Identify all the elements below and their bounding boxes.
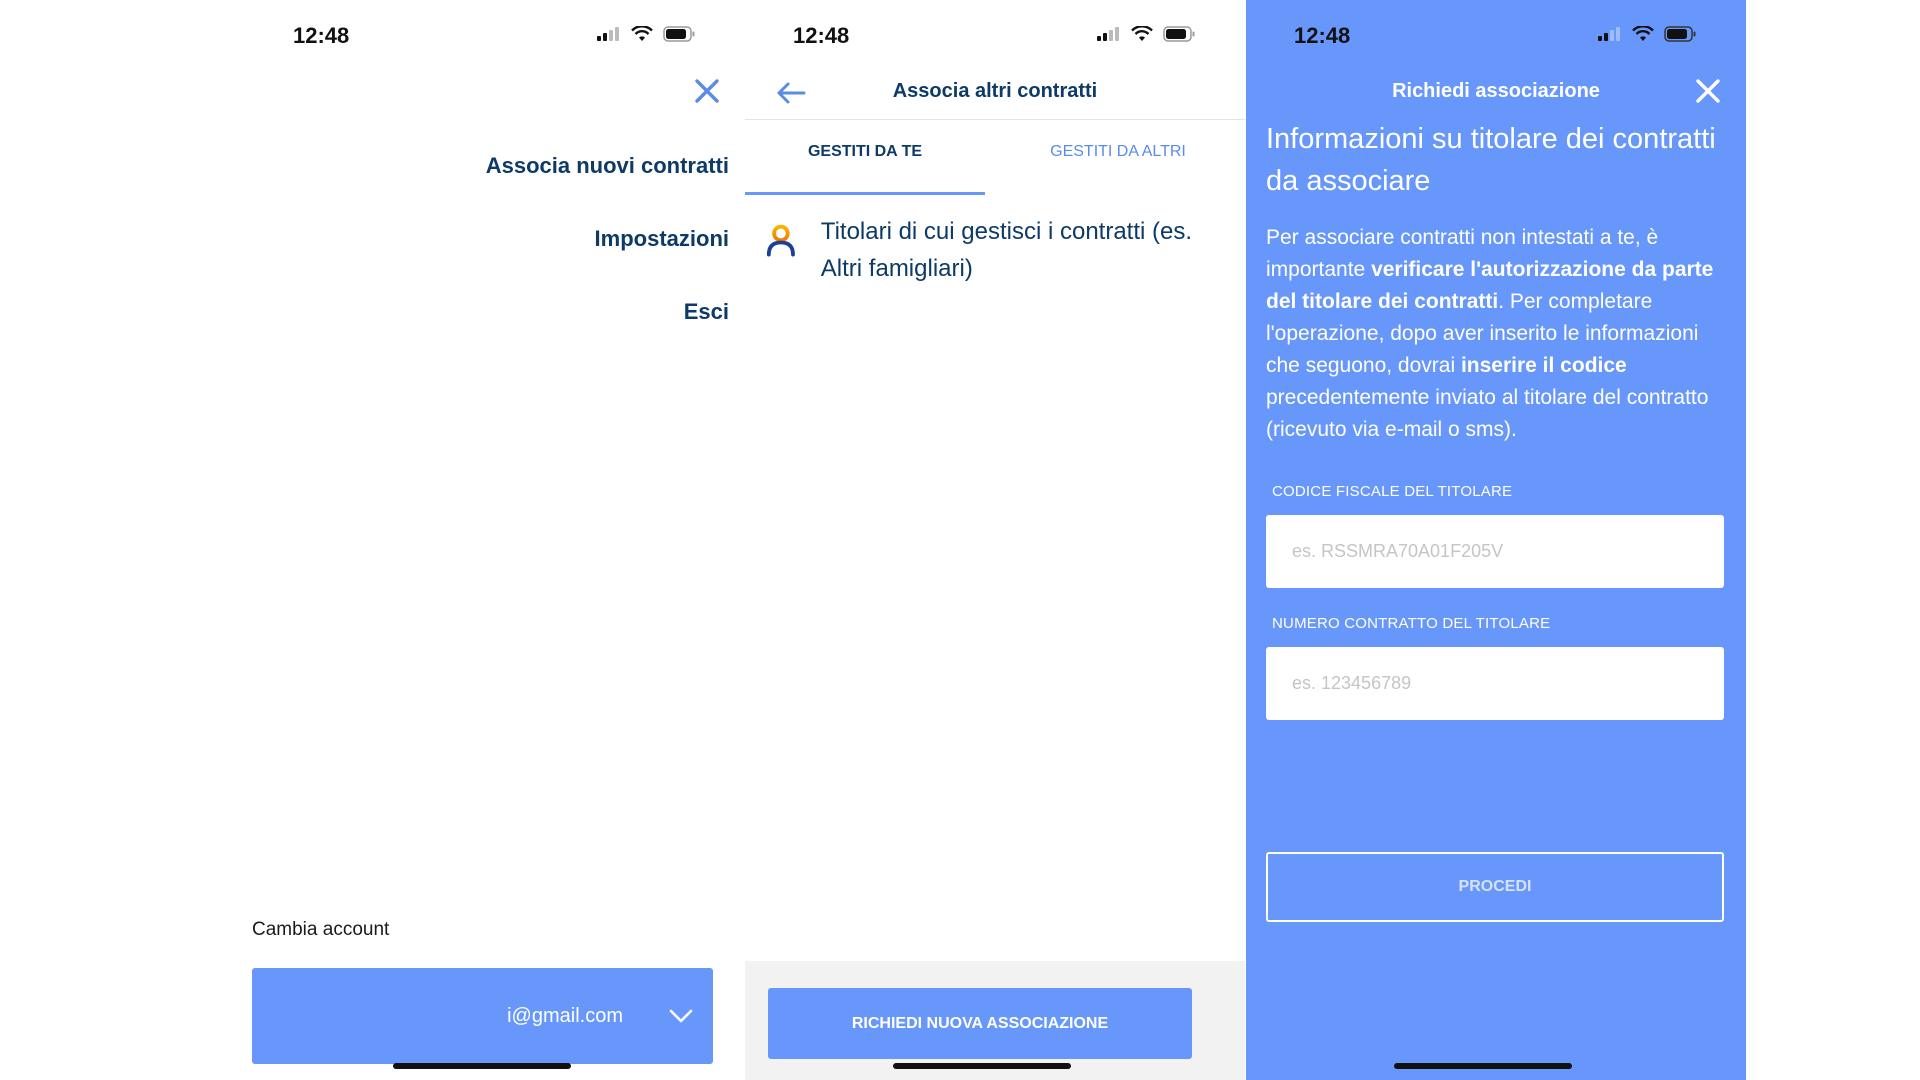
status-icons [597, 26, 695, 42]
richiedi-associazione-screen [1246, 0, 1746, 1080]
battery-icon [1664, 26, 1696, 42]
account-select[interactable] [252, 968, 713, 1064]
home-indicator [393, 1063, 571, 1069]
person-icon [765, 219, 797, 263]
status-bar [745, 0, 1245, 74]
wifi-icon [1131, 26, 1153, 42]
cambia-account-label: Cambia account [252, 919, 390, 940]
status-bar [245, 0, 745, 74]
tab-gestiti-da-altri[interactable] [993, 120, 1243, 195]
titolari-item[interactable] [765, 213, 1221, 287]
status-icons [1598, 26, 1696, 42]
modal-title: Richiedi associazione [1392, 80, 1600, 102]
codice-fiscale-label: CODICE FISCALE DEL TITOLARE [1272, 483, 1513, 500]
battery-icon [663, 26, 695, 42]
procedi-button[interactable]: PROCEDI [1266, 852, 1724, 922]
instructions-bold-2: inserire il codice [1460, 354, 1627, 377]
status-time: 12:48 [293, 23, 350, 48]
status-icons [1097, 26, 1195, 42]
instructions-bold-1: verificare l'autorizzazione da parte del titolare dei contratti [1266, 258, 1714, 313]
battery-icon [1163, 26, 1195, 42]
richiedi-nuova-associazione-button[interactable]: RICHIEDI NUOVA ASSOCIAZIONE [768, 988, 1192, 1059]
status-time: 12:48 [793, 23, 850, 48]
instructions-part-1: Per associare contratti non intestati a te, è importante [1266, 226, 1659, 281]
side-menu [486, 148, 729, 367]
nav-header [745, 74, 1245, 120]
instructions-text [1266, 222, 1728, 446]
menu-screen [245, 0, 745, 1080]
chevron-down-icon [669, 1009, 693, 1023]
numero-contratto-input[interactable] [1266, 647, 1724, 720]
status-bar [1246, 0, 1746, 74]
signal-icon [1097, 27, 1121, 41]
close-icon[interactable] [1688, 71, 1728, 111]
home-indicator [893, 1063, 1071, 1069]
instructions-part-2: . Per completare l'operazione, dopo aver inserito le informazioni che seguono, dovrai [1266, 290, 1699, 377]
menu-item-associa-nuovi-contratti[interactable]: Associa nuovi contratti [485, 153, 729, 178]
active-tab-indicator [745, 192, 985, 195]
codice-fiscale-input[interactable] [1266, 515, 1724, 588]
close-icon[interactable] [687, 71, 727, 111]
tab-label: GESTITI DA TE [807, 143, 923, 160]
wifi-icon [631, 26, 653, 42]
account-email: i@gmail.com [507, 1004, 623, 1027]
home-indicator [1394, 1063, 1572, 1069]
menu-item-esci[interactable]: Esci [683, 299, 729, 324]
associa-screen [745, 0, 1245, 1080]
menu-item-impostazioni[interactable]: Impostazioni [594, 226, 729, 251]
tab-bar [745, 120, 1245, 195]
instructions-part-3: precedentemente inviato al titolare del contratto (ricevuto via e-mail o sms). [1266, 386, 1709, 441]
signal-icon [1598, 27, 1622, 41]
wifi-icon [1632, 26, 1654, 42]
tab-label: GESTITI DA ALTRI [1050, 143, 1186, 160]
titolari-description: Titolari di cui gestisci i contratti (es. Altri famigliari) [820, 218, 1193, 282]
tab-gestiti-da-te[interactable] [745, 120, 985, 195]
section-heading: Informazioni su titolare dei contratti da associare [1266, 123, 1716, 197]
signal-icon [597, 27, 621, 41]
page-title: Associa altri contratti [892, 80, 1098, 102]
status-time: 12:48 [1294, 23, 1351, 48]
numero-contratto-label: NUMERO CONTRATTO DEL TITOLARE [1272, 615, 1551, 632]
